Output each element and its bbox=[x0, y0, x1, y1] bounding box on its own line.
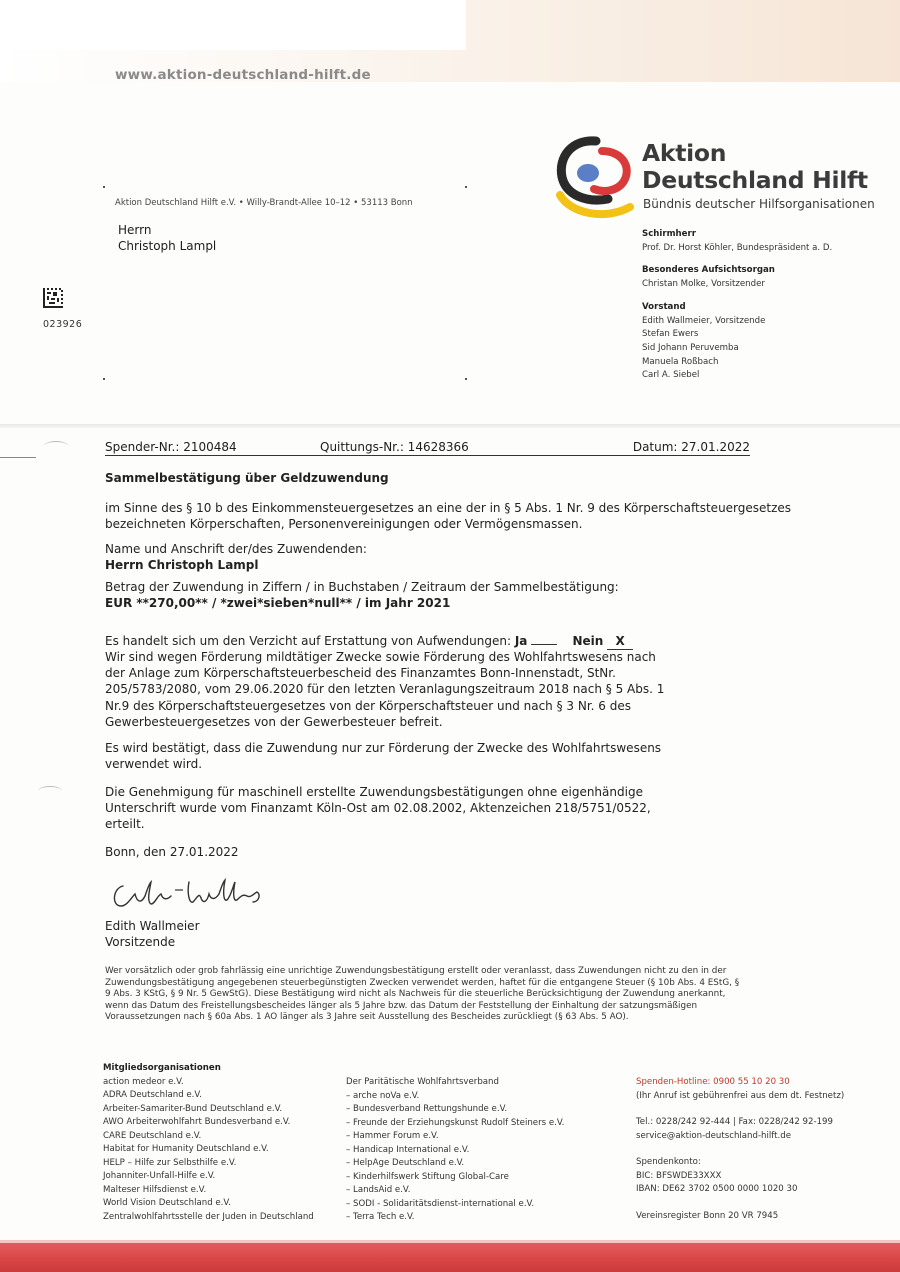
member-item: – LandsAid e.V. bbox=[346, 1185, 411, 1195]
patron-name: Prof. Dr. Horst Köhler, Bundespräsident a. D. bbox=[642, 242, 833, 253]
member-item: ADRA Deutschland e.V. bbox=[103, 1090, 202, 1100]
member-item: – Handicap International e.V. bbox=[346, 1144, 470, 1155]
website-url[interactable]: www.aktion-deutschland-hilft.de bbox=[115, 67, 371, 83]
signer-block bbox=[105, 918, 200, 950]
logo-subtitle: Bündnis deutscher Hilfsorganisationen bbox=[643, 197, 875, 211]
sender-address-line: Aktion Deutschland Hilft e.V. • Willy-Brandt-Allee 10–12 • 53113 Bonn bbox=[115, 198, 413, 208]
header-white-area bbox=[0, 0, 466, 50]
member-item: World Vision Deutschland e.V. bbox=[103, 1198, 231, 1208]
donor-number: Spender-Nr.: 2100484 bbox=[105, 440, 237, 454]
footer-band bbox=[0, 1243, 900, 1272]
member-item: – SODI - Solidaritätsdienst-international e.V. bbox=[346, 1198, 535, 1209]
paper-fold bbox=[0, 424, 900, 428]
organization-logo-icon bbox=[556, 133, 636, 219]
member-item: HELP – Hilfe zur Selbsthilfe e.V. bbox=[103, 1157, 237, 1168]
member-item: Malteser Hilfsdienst e.V. bbox=[103, 1184, 207, 1195]
member-item: action medeor e.V. bbox=[103, 1076, 184, 1087]
iban: IBAN: DE62 3702 0500 0000 1020 30 bbox=[636, 1184, 798, 1194]
members-heading: Mitgliedsorganisationen bbox=[103, 1063, 221, 1073]
waiver-no-label: Nein bbox=[572, 634, 604, 648]
supervisory-heading: Besonderes Aufsichtsorgan bbox=[642, 265, 775, 276]
confirmation-paragraph bbox=[105, 740, 661, 772]
executive-member: Carl A. Siebel bbox=[642, 370, 700, 381]
approval-line: Die Genehmigung für maschinell erstellte Zuwendungsbestätigungen ohne eigenhändige bbox=[105, 785, 643, 799]
member-item: – Bundesverband Rettungshunde e.V. bbox=[346, 1104, 508, 1114]
handwritten-signature-icon bbox=[109, 876, 269, 916]
intro-paragraph bbox=[105, 500, 791, 532]
recipient-address bbox=[118, 222, 216, 254]
fold-tick bbox=[0, 457, 36, 458]
member-item: Habitat for Humanity Deutschland e.V. bbox=[103, 1144, 269, 1154]
approval-paragraph bbox=[105, 784, 651, 833]
members-column-2 bbox=[346, 1076, 564, 1225]
executive-member: Stefan Ewers bbox=[642, 329, 699, 340]
waiver-text: Es handelt sich um den Verzicht auf Erstattung von Aufwendungen: bbox=[105, 634, 511, 648]
member-item: – Terra Tech e.V. bbox=[346, 1212, 415, 1222]
amount-block bbox=[105, 579, 619, 611]
executive-member: Manuela Roßbach bbox=[642, 356, 719, 367]
punch-hole-mark bbox=[44, 441, 68, 451]
window-mark bbox=[465, 186, 467, 188]
tracking-code: 023926 bbox=[43, 319, 83, 330]
exemption-paragraph bbox=[105, 649, 664, 730]
patron-heading: Schirmherr bbox=[642, 229, 696, 239]
member-item: Arbeiter-Samariter-Bund Deutschland e.V. bbox=[103, 1103, 283, 1114]
member-item: – HelpAge Deutschland e.V. bbox=[346, 1158, 465, 1168]
signer-role: Vorsitzende bbox=[105, 935, 176, 950]
executive-member: Edith Wallmeier, Vorsitzende bbox=[642, 315, 766, 326]
punch-hole-mark bbox=[38, 786, 62, 796]
logo-title-line2: Deutschland Hilft bbox=[642, 166, 868, 194]
member-item: – Freunde der Erziehungskunst Rudolf Steiners e.V. bbox=[346, 1117, 565, 1128]
recipient-salutation: Herrn bbox=[118, 223, 152, 237]
datamatrix-code-icon bbox=[43, 288, 63, 308]
member-item: – Kinderhilfswerk Stiftung Global-Care bbox=[346, 1171, 509, 1182]
exemption-line: Nr.9 des Körperschaftsteuergesetzes von der Körperschaftsteuer und nach § 3 Nr. 6 des bbox=[105, 698, 632, 713]
approval-line: Unterschrift wurde vom Finanzamt Köln-Ost am 02.08.2002, Aktenzeichen 218/5751/0522, bbox=[105, 801, 651, 816]
receipt-number: Quittungs-Nr.: 14628366 bbox=[320, 440, 469, 454]
waiver-yes-field bbox=[531, 644, 557, 645]
waiver-no-field: X bbox=[607, 633, 633, 650]
exemption-line: der Anlage zum Körperschaftsteuerbescheid des Finanzamtes Bonn-Innenstadt, StNr. bbox=[105, 666, 616, 681]
window-mark bbox=[103, 186, 105, 188]
place-date: Bonn, den 27.01.2022 bbox=[105, 845, 239, 859]
donation-hotline[interactable]: Spenden-Hotline: 0900 55 10 20 30 bbox=[636, 1077, 790, 1087]
phone-fax: Tel.: 0228/242 92-444 | Fax: 0228/242 92-199 bbox=[636, 1117, 833, 1127]
document-title: Sammelbestätigung über Geldzuwendung bbox=[105, 471, 389, 485]
exemption-line: Gewerbesteuergesetzes von der Gewerbesteuer befreit. bbox=[105, 714, 443, 729]
intro-line: im Sinne des § 10 b des Einkommensteuergesetzes an eine der in § 5 Abs. 1 Nr. 9 des Körperschaftsteuergesetzes bbox=[105, 501, 792, 515]
members-column-1 bbox=[103, 1062, 314, 1224]
donor-label: Name und Anschrift der/des Zuwendenden: bbox=[105, 542, 367, 556]
contact-column bbox=[636, 1076, 844, 1223]
approval-line: erteilt. bbox=[105, 817, 145, 832]
member-item: Johanniter-Unfall-Hilfe e.V. bbox=[103, 1171, 216, 1181]
exemption-line: 205/5783/2080, vom 29.06.2020 für den letzten Veranlagungszeitraum 2018 nach § 5 Abs. 1 bbox=[105, 682, 665, 697]
window-mark bbox=[465, 378, 467, 380]
waiver-line bbox=[105, 633, 633, 650]
amount-value: EUR **270,00** / *zwei*sieben*null** / im Jahr 2021 bbox=[105, 596, 451, 611]
member-item: – arche noVa e.V. bbox=[346, 1090, 420, 1101]
id-row bbox=[105, 440, 750, 456]
supervisory-name: Christan Molke, Vorsitzender bbox=[642, 279, 765, 290]
amount-label: Betrag der Zuwendung in Ziffern / in Buchstaben / Zeitraum der Sammelbestätigung: bbox=[105, 580, 619, 594]
member-item: Zentralwohlfahrtsstelle der Juden in Deutschland bbox=[103, 1211, 314, 1222]
logo-title-line1: Aktion bbox=[642, 139, 727, 167]
confirmation-line: verwendet wird. bbox=[105, 757, 203, 772]
recipient-name: Christoph Lampl bbox=[118, 239, 217, 253]
intro-line: bezeichneten Körperschaften, Personenvereinigungen oder Vermögensmassen. bbox=[105, 517, 583, 532]
hotline-note: (Ihr Anruf ist gebührenfrei aus dem dt. Festnetz) bbox=[636, 1090, 845, 1101]
account-label: Spendenkonto: bbox=[636, 1157, 701, 1167]
donor-block bbox=[105, 541, 367, 573]
exemption-line: Wir sind wegen Förderung mildtätiger Zwecke sowie Förderung des Wohlfahrtswesens nach bbox=[105, 650, 656, 664]
receipt-date: Datum: 27.01.2022 bbox=[632, 440, 750, 454]
members-col2-heading: Der Paritätische Wohlfahrtsverband bbox=[346, 1077, 499, 1087]
donor-value: Herrn Christoph Lampl bbox=[105, 558, 259, 573]
executive-heading: Vorstand bbox=[642, 301, 686, 312]
window-mark bbox=[103, 378, 105, 380]
confirmation-line: Es wird bestätigt, dass die Zuwendung nur zur Förderung der Zwecke des Wohlfahrtswesens bbox=[105, 741, 662, 755]
waiver-yes-label: Ja bbox=[514, 634, 528, 648]
register-number: Vereinsregister Bonn 20 VR 7945 bbox=[636, 1210, 779, 1221]
board-info bbox=[642, 228, 832, 383]
service-email[interactable]: service@aktion-deutschland-hilft.de bbox=[636, 1130, 791, 1141]
legal-notice: Wer vorsätzlich oder grob fahrlässig eine unrichtige Zuwendungsbestätigung erstellt oder veranlasst, dass Zuwendungen nicht zu den in der Zuwendungsbestätigung angegebenen steuerbegünstigten Zwecken verwendet werden, haftet für die entgangene Steuer (§ 10b Abs. 4 EStG, § 9 Abs. 3 KStG, § 9 Nr. 5 GewStG). Diese Bestätigung wird nicht als Nachweis für die steuerliche Berücksichtigung der Zuwendung anerkannt, wenn das Datum des Freistellungsbescheides länger als 5 Jahre bzw. das Datum der Feststellung der Einhaltung der satzungsmäßigen Voraussetzungen nach § 60a Abs. 1 AO länger als 3 Jahre seit Ausstellung des Bescheides zurückliegt (§ 63 Abs. 5 AO). bbox=[105, 966, 740, 1023]
member-item: AWO Arbeiterwohlfahrt Bundesverband e.V. bbox=[103, 1117, 291, 1127]
executive-member: Sid Johann Peruvemba bbox=[642, 342, 739, 353]
member-item: CARE Deutschland e.V. bbox=[103, 1130, 202, 1141]
signer-name: Edith Wallmeier bbox=[105, 919, 200, 933]
bic: BIC: BFSWDE33XXX bbox=[636, 1170, 722, 1181]
member-item: – Hammer Forum e.V. bbox=[346, 1131, 439, 1141]
